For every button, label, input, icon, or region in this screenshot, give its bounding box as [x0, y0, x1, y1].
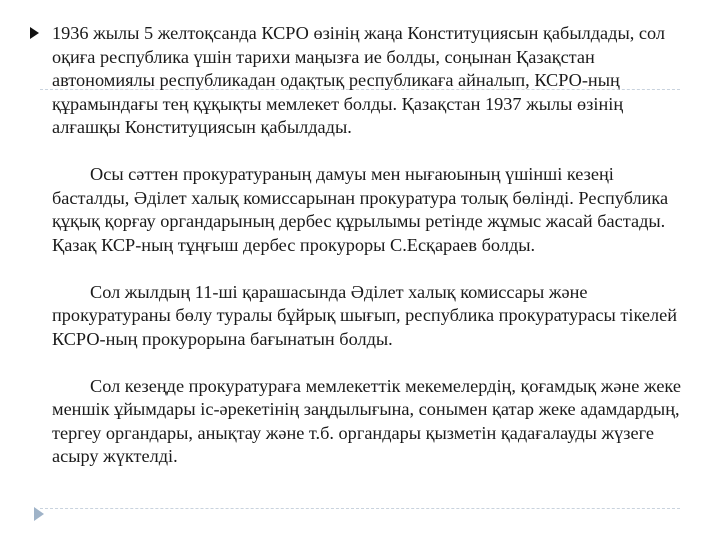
paragraph-gap: [52, 351, 692, 375]
decorative-divider-bottom: [40, 508, 680, 509]
paragraph-4: Сол кезеңде прокуратураға мемлекеттік мекемелердің, қоғамдық және жеке меншік ұйымдары іс-әрекетінің заңдылығына, сонымен қатар жеке адамдардың, тергеу органдары, анықтау және т.б. органдары қызметін қадағалауды жүзеге асыру жүктелді.: [52, 375, 681, 466]
text-body: [52, 22, 692, 469]
paragraph-2: Осы сәттен прокуратураның дамуы мен нығаюының үшінші кезеңі басталды, Әділет халық комиссарынан прокуратура толық бөлінді. Республика құқық қорғау органдарының дербес құрылымы ретінде жұмыс жасай бастады. Қазақ КСР-ның тұңғыш дербес прокуроры С.Есқараев болды.: [52, 164, 669, 255]
bullet-arrow-icon: [30, 27, 39, 39]
paragraph-1: 1936 жылы 5 желтоқсанда КСРО өзінің жаңа Конституциясын қабылдады, сол оқиға республика үшін тарихи маңызға ие болды, соңынан Қазақстан автономиялы республикадан одақтық республикаға айналып, КСРО-ның құрамындағы тең құқықты мемлекет болды. Қазақстан 1937 жылы өзінің алғашқы Конституциясын қабылдады.: [52, 23, 666, 137]
paragraph-gap: [52, 257, 692, 281]
paragraph-3: Сол жылдың 11-ші қарашасында Әділет халық комиссары және прокуратураны бөлу туралы бұйрық шығып, республика прокуратурасы тікелей КСРО-ның прокурорына бағынатын болды.: [52, 281, 678, 349]
paragraph-gap: [52, 140, 692, 164]
slide-corner-arrow-icon: [34, 507, 44, 521]
